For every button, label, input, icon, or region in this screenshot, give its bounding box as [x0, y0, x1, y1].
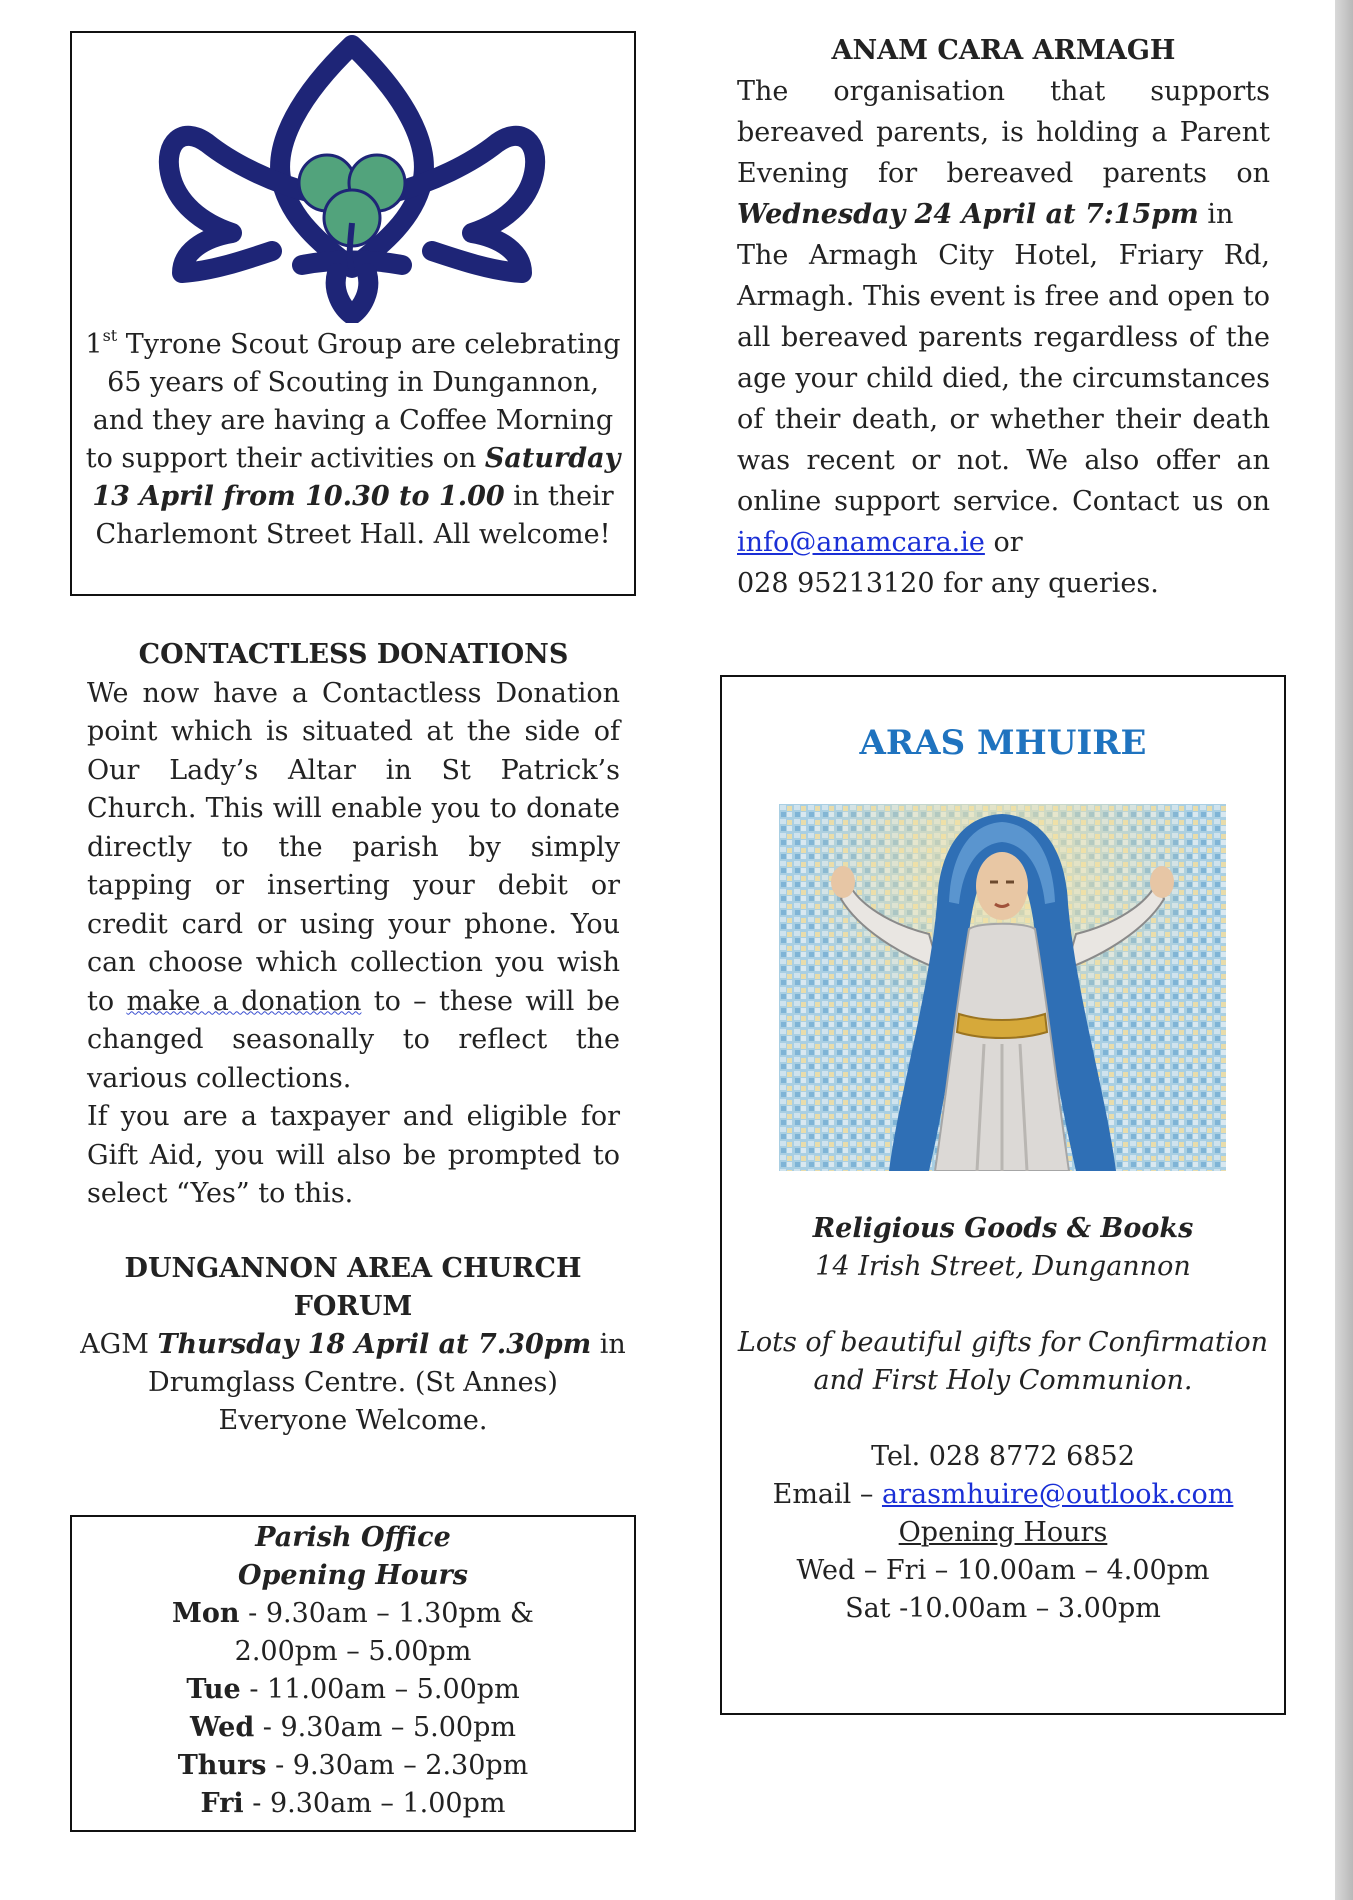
- hours-time: - 9.30am – 2.30pm: [266, 1750, 529, 1781]
- anam-cara-para1: [737, 71, 1270, 235]
- page-edge-strip: [1335, 0, 1353, 1900]
- hours-time: - 11.00am – 5.00pm: [240, 1674, 520, 1705]
- spellcheck-underlined-text: make a donation: [126, 985, 362, 1017]
- parish-office-title-line2: Opening Hours: [238, 1560, 468, 1591]
- aras-mhuire-gifts-line2: [732, 1362, 1274, 1400]
- hours-day: Tue: [186, 1674, 241, 1705]
- aras-mhuire-address: [732, 1248, 1274, 1286]
- forum-agm-date: Thursday 18 April at 7.30pm: [157, 1329, 592, 1360]
- anam-cara-para1-end: in: [1198, 199, 1234, 230]
- aras-mhuire-hours-heading-text: Opening Hours: [898, 1517, 1108, 1548]
- aras-mhuire-subtitle: [732, 1210, 1274, 1248]
- aras-mhuire-box: [720, 675, 1286, 1715]
- hours-row: [72, 1595, 634, 1633]
- scout-fleur-de-lis-shamrock-icon: [152, 33, 552, 323]
- forum-location: Drumglass Centre. (St Annes): [148, 1367, 558, 1398]
- anam-cara-para2-text: The Armagh City Hotel, Friary Rd, Armagh. This event is free and open to all bereaved parents regardless of the age your child died, the circumstances of their death, or whether their death was recent or not. We also offer an online support service. Contact us on: [737, 240, 1270, 517]
- hours-time: - 9.30am – 1.30pm &: [239, 1598, 534, 1629]
- forum-agm-prefix: AGM: [80, 1329, 158, 1360]
- aras-mhuire-subtitle-text: Religious Goods & Books: [812, 1213, 1194, 1244]
- forum-heading-line2: FORUM: [293, 1291, 413, 1322]
- hours-row: [72, 1747, 634, 1785]
- parish-office-title: [72, 1519, 634, 1557]
- anam-cara-para2: [737, 235, 1270, 563]
- church-forum-notice: [70, 1250, 636, 1440]
- aras-mhuire-title: ARAS MHUIRE: [859, 723, 1147, 763]
- anam-cara-email-link[interactable]: info@anamcara.ie: [737, 527, 985, 558]
- scouts-notice-text: [82, 326, 624, 554]
- aras-mhuire-email-link[interactable]: arasmhuire@outlook.com: [881, 1479, 1234, 1510]
- anam-cara-phone: 028 95213120 for any queries.: [737, 568, 1159, 599]
- anam-cara-heading: ANAM CARA ARMAGH: [831, 35, 1176, 66]
- scouts-text-end: in their Charlemont Street Hall. All welcome!: [95, 481, 614, 550]
- scouts-event-date: Saturday 13 April from 10.30 to 1.00: [92, 443, 621, 512]
- hours-row: [72, 1785, 634, 1823]
- parish-office-box: [70, 1515, 636, 1832]
- hours-time: 2.00pm – 5.00pm: [234, 1636, 472, 1667]
- aras-mhuire-tel: Tel. 028 8772 6852: [871, 1441, 1135, 1472]
- hours-time: - 9.30am – 5.00pm: [254, 1712, 516, 1743]
- contactless-para1-end: to – these will be changed seasonally to reflect the various collections.: [87, 985, 620, 1094]
- aras-mhuire-details: [732, 1210, 1274, 1628]
- anam-cara-para1-text: The organisation that supports bereaved parents, is holding a Parent Evening for bereaved parents on: [737, 76, 1270, 189]
- anam-cara-notice: [737, 30, 1270, 604]
- hours-row: [72, 1671, 634, 1709]
- contactless-donations-notice: [87, 636, 620, 1214]
- forum-agm-line: [70, 1326, 636, 1364]
- contactless-para2: If you are a taxpayer and eligible for Gift Aid, you will also be prompted to select “Yes” to this.: [87, 1101, 620, 1209]
- scouts-text-start: Tyrone Scout Group are celebrating 65 years of Scouting in Dungannon, and they are having a Coffee Morning to support their activities on: [85, 329, 621, 474]
- hours-day: Mon: [172, 1598, 240, 1629]
- spacer: [732, 1400, 1274, 1438]
- aras-mhuire-gifts-text1: Lots of beautiful gifts for Confirmation: [737, 1327, 1269, 1358]
- aras-mhuire-hours-heading: [732, 1514, 1274, 1552]
- mosaic-virgin-mary-image: [779, 804, 1226, 1171]
- hours-day: Thurs: [177, 1750, 267, 1781]
- aras-mhuire-address-text: 14 Irish Street, Dungannon: [815, 1251, 1191, 1282]
- hours-time: - 9.30am – 1.00pm: [243, 1788, 506, 1819]
- forum-welcome: Everyone Welcome.: [218, 1405, 488, 1436]
- hours-row: [72, 1709, 634, 1747]
- aras-mhuire-gifts-text2: and First Holy Communion.: [813, 1365, 1193, 1396]
- hours-row: [72, 1633, 634, 1671]
- anam-cara-or: or: [984, 527, 1023, 558]
- aras-mhuire-email-line: [732, 1476, 1274, 1514]
- aras-mhuire-hours2: Sat -10.00am – 3.00pm: [845, 1593, 1161, 1624]
- contactless-para1: [87, 675, 620, 1099]
- hours-day: Wed: [190, 1712, 255, 1743]
- parish-office-subtitle: [72, 1557, 634, 1595]
- hours-day: Fri: [200, 1788, 244, 1819]
- spacer: [732, 1286, 1274, 1324]
- parish-office-title-line1: Parish Office: [255, 1522, 451, 1553]
- contactless-heading: CONTACTLESS DONATIONS: [138, 639, 569, 670]
- contactless-para1-text: We now have a Contactless Donation point which is situated at the side of Our Lady’s Altar in St Patrick’s Church. This will enable you to donate directly to the parish by simply tapping or inserting your debit or credit card or using your phone. You can choose which collection you wish to: [87, 677, 620, 1017]
- aras-mhuire-email-prefix: Email –: [772, 1479, 882, 1510]
- aras-mhuire-hours1: Wed – Fri – 10.00am – 4.00pm: [796, 1555, 1210, 1586]
- scouts-notice-box: [70, 31, 636, 596]
- aras-mhuire-gifts-line1: [732, 1324, 1274, 1362]
- forum-agm-suffix: in: [591, 1329, 626, 1360]
- anam-cara-event-date: Wednesday 24 April at 7:15pm: [737, 199, 1199, 230]
- forum-heading-line1: DUNGANNON AREA CHURCH: [124, 1253, 582, 1284]
- ordinal-suffix: st: [102, 326, 118, 345]
- ordinal-number: 1: [85, 329, 103, 360]
